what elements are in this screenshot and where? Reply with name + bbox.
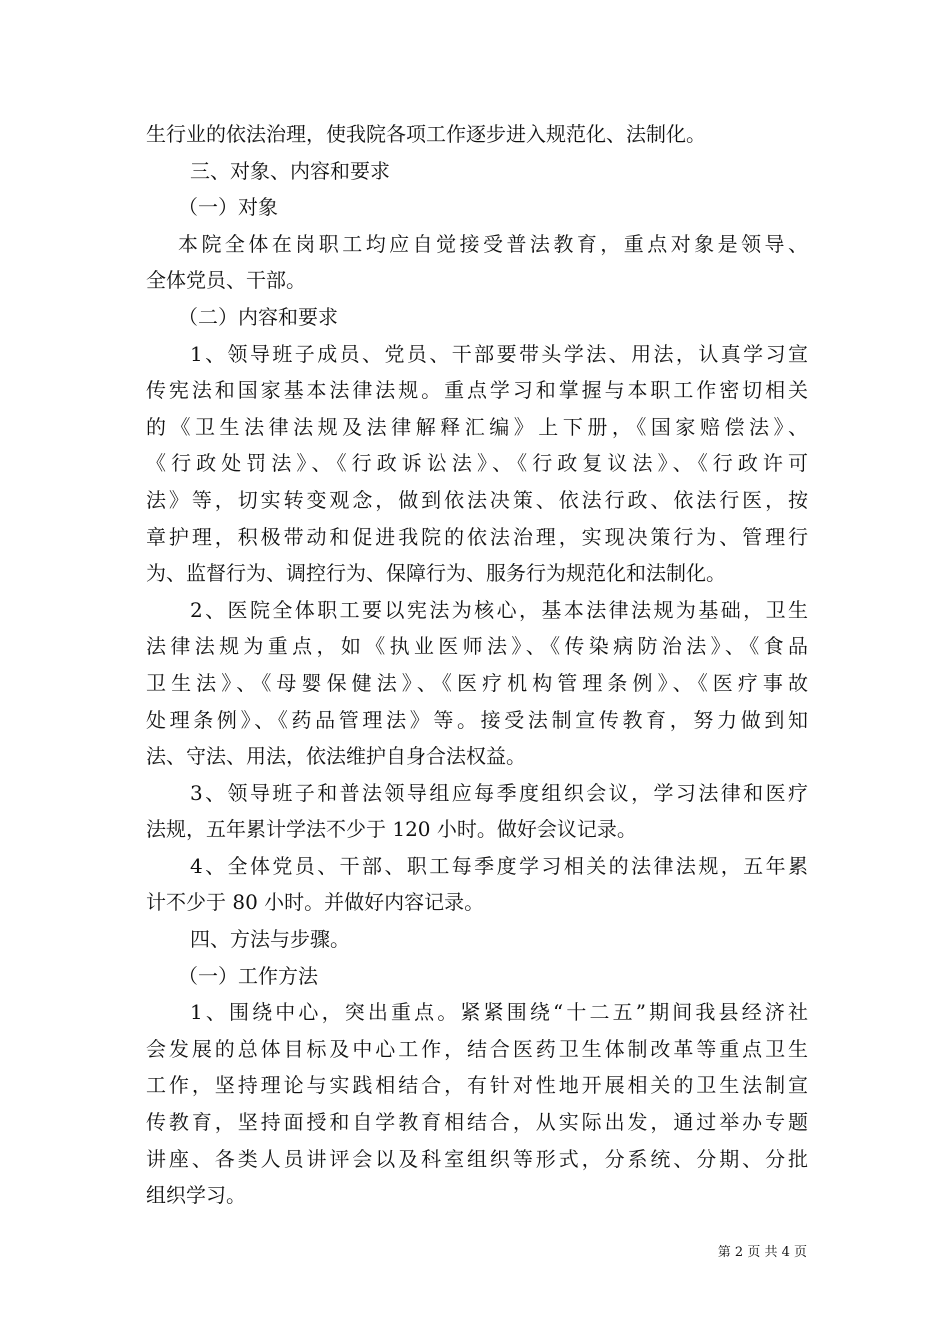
text-line: 法规，五年累计学法不少于 120 小时。做好会议记录。 xyxy=(146,817,637,842)
text-line: 四、方法与步骤。 xyxy=(190,927,350,952)
document-body xyxy=(146,116,808,1214)
text-line: 本院全体在岗职工均应自觉接受普法教育，重点对象是领导、 xyxy=(178,231,808,256)
text-line: 2、医院全体职工要以宪法为核心，基本法律法规为基础，卫生 xyxy=(190,597,808,622)
text-line: 卫生法》、《母婴保健法》、《医疗机构管理条例》、《医疗事故 xyxy=(146,670,808,695)
text-line: 为、监督行为、调控行为、保障行为、服务行为规范化和法制化。 xyxy=(146,561,726,586)
page-number-footer: 第 2 页 共 4 页 xyxy=(717,1245,807,1260)
text-line: 法、守法、用法，依法维护自身合法权益。 xyxy=(146,744,526,769)
text-line: 3、领导班子和普法领导组应每季度组织会议，学习法律和医疗 xyxy=(190,780,808,805)
text-line: 章护理，积极带动和促进我院的依法治理，实现决策行为、管理行 xyxy=(146,524,808,549)
text-line: （一）对象 xyxy=(178,195,278,220)
text-line: 会发展的总体目标及中心工作，结合医药卫生体制改革等重点卫生 xyxy=(146,1036,808,1061)
text-line: 4、全体党员、干部、职工每季度学习相关的法律法规，五年累 xyxy=(190,853,808,878)
text-line: 讲座、各类人员讲评会以及科室组织等形式，分系统、分期、分批 xyxy=(146,1146,808,1171)
text-line: 法》等，切实转变观念，做到依法决策、依法行政、依法行医，按 xyxy=(146,487,808,512)
text-line: 计不少于 80 小时。并做好内容记录。 xyxy=(146,890,485,915)
text-line: 传教育，坚持面授和自学教育相结合，从实际出发，通过举办专题 xyxy=(146,1110,808,1135)
text-line: 传宪法和国家基本法律法规。重点学习和掌握与本职工作密切相关 xyxy=(146,378,808,403)
text-line: 法律法规为重点，如《执业医师法》、《传染病防治法》、《食品 xyxy=(146,634,808,659)
text-line: 生行业的依法治理，使我院各项工作逐步进入规范化、法制化。 xyxy=(146,122,706,146)
text-line: 全体党员、干部。 xyxy=(146,268,306,293)
text-line: 1、围绕中心，突出重点。紧紧围绕“十二五”期间我县经济社 xyxy=(190,1000,808,1025)
text-line: 《行政处罚法》、《行政诉讼法》、《行政复议法》、《行政许可 xyxy=(146,451,808,476)
text-line: 1、领导班子成员、党员、干部要带头学法、用法，认真学习宣 xyxy=(190,341,808,366)
text-line: 工作，坚持理论与实践相结合，有针对性地开展相关的卫生法制宣 xyxy=(146,1073,808,1098)
text-line: （二）内容和要求 xyxy=(178,304,338,329)
text-line: 组织学习。 xyxy=(146,1183,246,1208)
text-line: 三、对象、内容和要求 xyxy=(190,158,390,183)
text-line: 的《卫生法律法规及法律解释汇编》上下册，《国家赔偿法》、 xyxy=(146,414,808,439)
text-line: （一）工作方法 xyxy=(178,963,318,988)
text-line: 处理条例》、《药品管理法》等。接受法制宣传教育，努力做到知 xyxy=(146,707,808,732)
